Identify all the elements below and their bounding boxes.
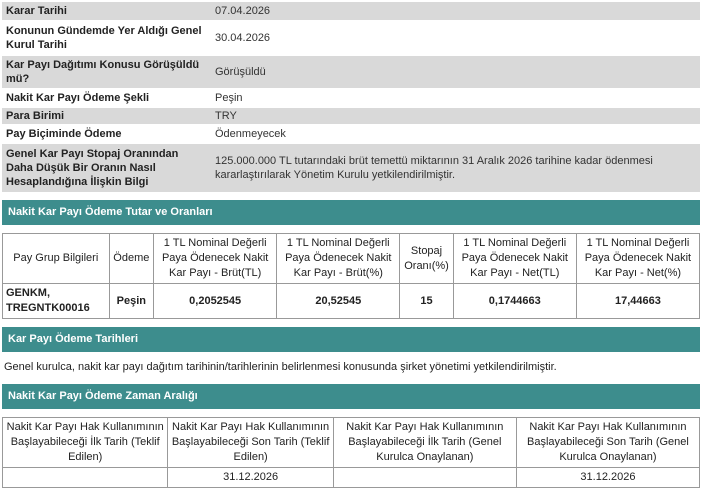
table-cell xyxy=(3,468,168,488)
info-value: Ödenmeyecek xyxy=(211,126,700,142)
col-header: Ödeme xyxy=(109,234,154,284)
info-label: Pay Biçiminde Ödeme xyxy=(2,126,211,142)
table-cell: 20,52545 xyxy=(277,284,400,319)
table-header-row xyxy=(3,418,700,468)
table-cell: 31.12.2026 xyxy=(516,468,699,488)
info-table xyxy=(2,0,700,194)
info-label: Karar Tarihi xyxy=(2,2,211,20)
info-label: Konunun Gündemde Yer Aldığı Genel Kurul Tarihi xyxy=(2,22,211,54)
table-cell: 0,2052545 xyxy=(154,284,277,319)
info-label: Kar Payı Dağıtımı Konusu Görüşüldü mü? xyxy=(2,56,211,88)
info-label: Para Birimi xyxy=(2,108,211,124)
info-row xyxy=(2,2,700,20)
table-cell: 15 xyxy=(400,284,453,319)
table-cell: 17,44663 xyxy=(576,284,699,319)
table-row xyxy=(3,284,700,319)
col-header: 1 TL Nominal Değerli Paya Ödenecek Nakit Kar Payı - Net(TL) xyxy=(453,234,576,284)
info-row xyxy=(2,144,700,192)
info-value: Görüşüldü xyxy=(211,56,700,88)
table-row xyxy=(3,468,700,488)
info-label: Nakit Kar Payı Ödeme Şekli xyxy=(2,90,211,106)
col-header: Stopaj Oranı(%) xyxy=(400,234,453,284)
col-header: Nakit Kar Payı Hak Kullanımının Başlayabileceği Son Tarih (Genel Kurulca Onaylanan) xyxy=(516,418,699,468)
table-cell xyxy=(333,468,516,488)
col-header: 1 TL Nominal Değerli Paya Ödenecek Nakit Kar Payı - Brüt(TL) xyxy=(154,234,277,284)
col-header: 1 TL Nominal Değerli Paya Ödenecek Nakit Kar Payı - Brüt(%) xyxy=(277,234,400,284)
col-header: Pay Grup Bilgileri xyxy=(3,234,110,284)
amounts-table xyxy=(2,233,700,319)
col-header: Nakit Kar Payı Hak Kullanımının Başlayabileceği Son Tarih (Teklif Edilen) xyxy=(168,418,333,468)
info-row xyxy=(2,108,700,124)
info-value: 125.000.000 TL tutarındaki brüt temettü miktarının 31 Aralık 2026 tarihine kadar ödenmesi kararlaştırılarak Yönetim Kurulu yetkilendirilmiştir. xyxy=(211,144,700,192)
info-value: Peşin xyxy=(211,90,700,106)
section-header-range: Nakit Kar Payı Ödeme Zaman Aralığı xyxy=(2,384,700,409)
section-header-amounts: Nakit Kar Payı Ödeme Tutar ve Oranları xyxy=(2,200,700,225)
info-label: Genel Kar Payı Stopaj Oranından Daha Düşük Bir Oranın Nasıl Hesaplandığına İlişkin Bilgi xyxy=(2,144,211,192)
table-header-row xyxy=(3,234,700,284)
info-value: 30.04.2026 xyxy=(211,22,700,54)
info-value: TRY xyxy=(211,108,700,124)
table-cell: GENKM, TREGNTK00016 xyxy=(3,284,110,319)
col-header: Nakit Kar Payı Hak Kullanımının Başlayabileceği İlk Tarih (Genel Kurulca Onaylanan) xyxy=(333,418,516,468)
info-row xyxy=(2,126,700,142)
section-header-dates: Kar Payı Ödeme Tarihleri xyxy=(2,327,700,352)
info-row xyxy=(2,22,700,54)
info-value: 07.04.2026 xyxy=(211,2,700,20)
info-row xyxy=(2,56,700,88)
table-cell: 31.12.2026 xyxy=(168,468,333,488)
col-header: Nakit Kar Payı Hak Kullanımının Başlayabileceği İlk Tarih (Teklif Edilen) xyxy=(3,418,168,468)
col-header: 1 TL Nominal Değerli Paya Ödenecek Nakit Kar Payı - Net(%) xyxy=(576,234,699,284)
info-row xyxy=(2,90,700,106)
range-table xyxy=(2,417,700,488)
table-cell: Peşin xyxy=(109,284,154,319)
dates-note: Genel kurulca, nakit kar payı dağıtım tarihinin/tarihlerinin belirlenmesi konusunda şirket yönetimi yetkilendirilmiştir. xyxy=(4,361,557,373)
table-cell: 0,1744663 xyxy=(453,284,576,319)
